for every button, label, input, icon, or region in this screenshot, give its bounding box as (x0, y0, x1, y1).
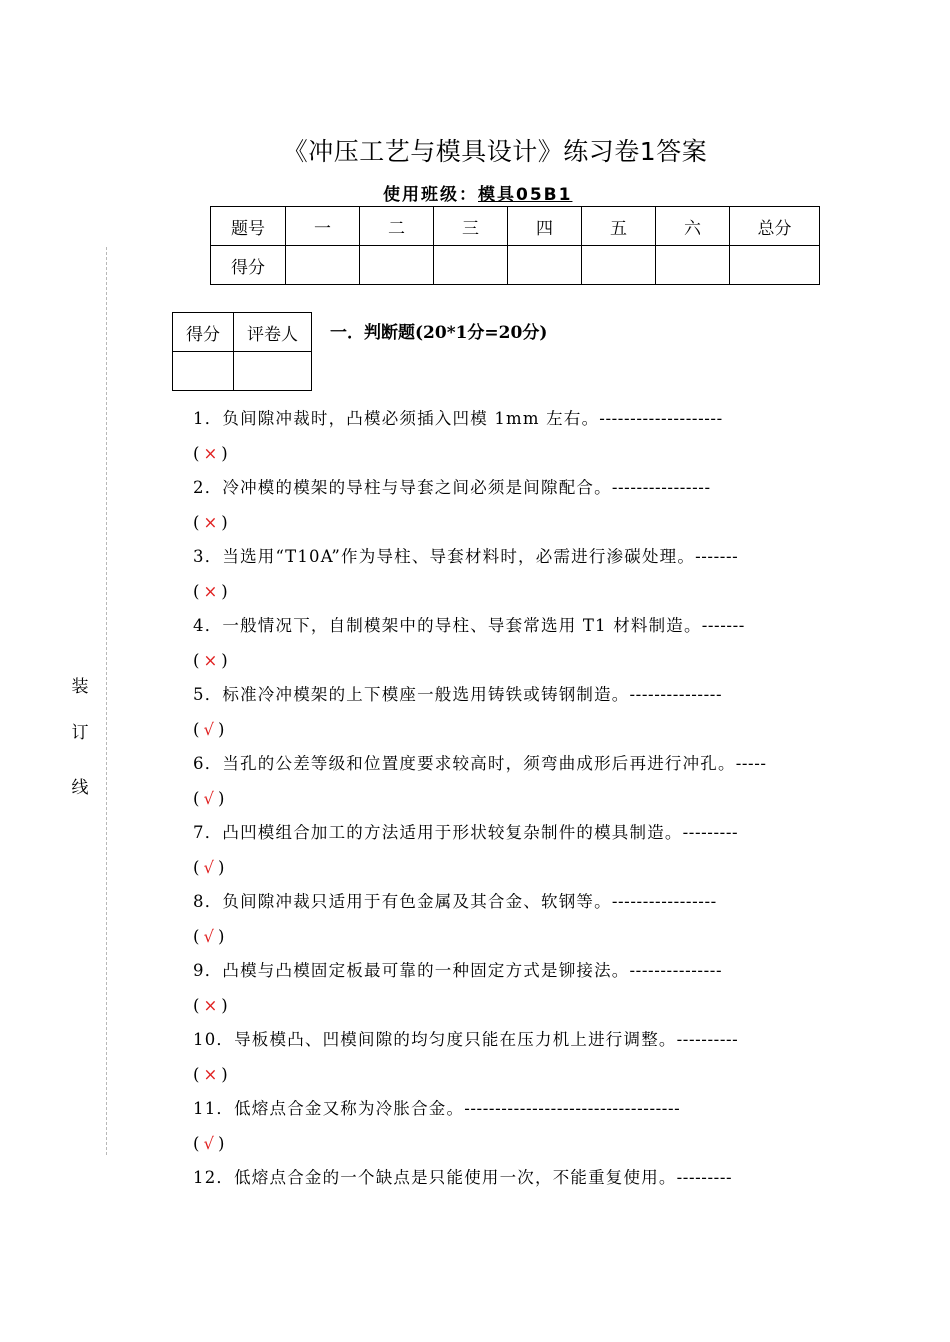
answer-mark: √ (203, 927, 214, 946)
answer-blank-dashes: ----------------- (611, 892, 717, 911)
answer-paren: ( × ) (193, 513, 228, 532)
score-cell (286, 246, 360, 285)
grader-name-header: 评卷人 (234, 313, 312, 352)
grader-table (172, 312, 312, 391)
answer-blank-dashes: ----- (735, 754, 767, 773)
answer-mark: √ (203, 858, 214, 877)
grader-value-row (173, 352, 312, 391)
score-header-cell: 三 (434, 207, 508, 246)
score-table-score-row (211, 246, 820, 285)
score-table-header-row (211, 207, 820, 246)
score-header-cell: 四 (508, 207, 582, 246)
answer-blank-dashes: ----------------------------------- (464, 1099, 681, 1118)
answer-blank-dashes: -------------------- (599, 409, 723, 428)
answer-mark: √ (203, 720, 214, 739)
score-cell (434, 246, 508, 285)
answer-blank-dashes: --------------- (629, 685, 723, 704)
question-text: 6．当孔的公差等级和位置度要求较高时，须弯曲成形后再进行冲孔。 (193, 754, 736, 773)
answer-blank-dashes: --------------- (629, 961, 723, 980)
answer-blank-dashes: ---------- (676, 1030, 739, 1049)
binding-char: 线 (71, 778, 89, 798)
question-text: 10．导板模凸、凹模间隙的均匀度只能在压力机上进行调整。 (193, 1030, 677, 1049)
answer-blank-dashes: ------- (695, 547, 739, 566)
question-text: 3．当选用“T10A”作为导柱、导套材料时，必需进行渗碳处理。 (193, 547, 696, 566)
question-text: 4．一般情况下，自制模架中的导柱、导套常选用 T1 材料制造。 (193, 616, 702, 635)
binding-char: 装 (71, 677, 89, 697)
answer-mark: × (203, 996, 218, 1015)
answer-blank-dashes: --------- (682, 823, 739, 842)
answer-paren: ( √ ) (193, 927, 225, 946)
question-text: 1．负间隙冲裁时，凸模必须插入凹模 1mm 左右。 (193, 409, 600, 428)
answer-paren: ( √ ) (193, 1134, 225, 1153)
score-header-cell: 二 (360, 207, 434, 246)
score-header-cell: 题号 (211, 207, 286, 246)
question-item (193, 956, 847, 1025)
section-title: 一．判断题(20*1分=20分) (330, 323, 548, 343)
question-item (193, 611, 847, 680)
question-item (193, 1094, 847, 1163)
score-cell (656, 246, 730, 285)
answer-mark: × (203, 582, 218, 601)
question-text: 8．负间隙冲裁只适用于有色金属及其合金、软钢等。 (193, 892, 612, 911)
question-text: 11．低熔点合金又称为冷胀合金。 (193, 1099, 465, 1118)
grader-score-header: 得分 (173, 313, 234, 352)
answer-blank-dashes: ------- (701, 616, 745, 635)
question-list (193, 404, 847, 1198)
grader-header-row (173, 313, 312, 352)
answer-paren: ( √ ) (193, 720, 225, 739)
answer-paren: ( × ) (193, 444, 228, 463)
answer-mark: √ (203, 1134, 214, 1153)
question-item (193, 680, 847, 749)
question-text: 5．标准冷冲模架的上下模座一般选用铸铁或铸钢制造。 (193, 685, 630, 704)
score-header-cell: 总分 (730, 207, 820, 246)
score-header-cell: 五 (582, 207, 656, 246)
grader-name-cell (234, 352, 312, 391)
answer-blank-dashes: --------- (676, 1168, 733, 1187)
score-row-label: 得分 (211, 246, 286, 285)
score-header-cell: 一 (286, 207, 360, 246)
score-cell (730, 246, 820, 285)
class-label: 使用班级： (383, 185, 478, 205)
answer-blank-dashes: ---------------- (611, 478, 711, 497)
question-item (193, 749, 847, 818)
answer-paren: ( √ ) (193, 789, 225, 808)
class-value: 模具05B1 (478, 185, 573, 205)
answer-paren: ( × ) (193, 651, 228, 670)
answer-paren: ( × ) (193, 1065, 228, 1084)
question-text: 2．冷冲模的模架的导柱与导套之间必须是间隙配合。 (193, 478, 612, 497)
answer-mark: × (203, 651, 218, 670)
question-item (193, 473, 847, 542)
question-item (193, 1163, 847, 1198)
score-cell (582, 246, 656, 285)
score-table (210, 206, 820, 285)
answer-mark: × (203, 444, 218, 463)
question-text: 12．低熔点合金的一个缺点是只能使用一次，不能重复使用。 (193, 1168, 677, 1187)
score-cell (508, 246, 582, 285)
answer-mark: √ (203, 789, 214, 808)
document-title: 《冲压工艺与模具设计》练习卷1答案 (282, 137, 708, 166)
answer-mark: × (203, 513, 218, 532)
question-text: 7．凸凹模组合加工的方法适用于形状较复杂制件的模具制造。 (193, 823, 683, 842)
binding-char: 订 (71, 723, 89, 743)
binding-line (106, 247, 107, 1155)
question-item (193, 1025, 847, 1094)
question-text: 9．凸模与凸模固定板最可靠的一种固定方式是铆接法。 (193, 961, 630, 980)
score-header-cell: 六 (656, 207, 730, 246)
question-item (193, 542, 847, 611)
question-item (193, 404, 847, 473)
grader-score-cell (173, 352, 234, 391)
class-info (383, 180, 572, 205)
answer-paren: ( × ) (193, 996, 228, 1015)
score-cell (360, 246, 434, 285)
question-item (193, 818, 847, 887)
answer-paren: ( × ) (193, 582, 228, 601)
question-item (193, 887, 847, 956)
answer-mark: × (203, 1065, 218, 1084)
answer-paren: ( √ ) (193, 858, 225, 877)
